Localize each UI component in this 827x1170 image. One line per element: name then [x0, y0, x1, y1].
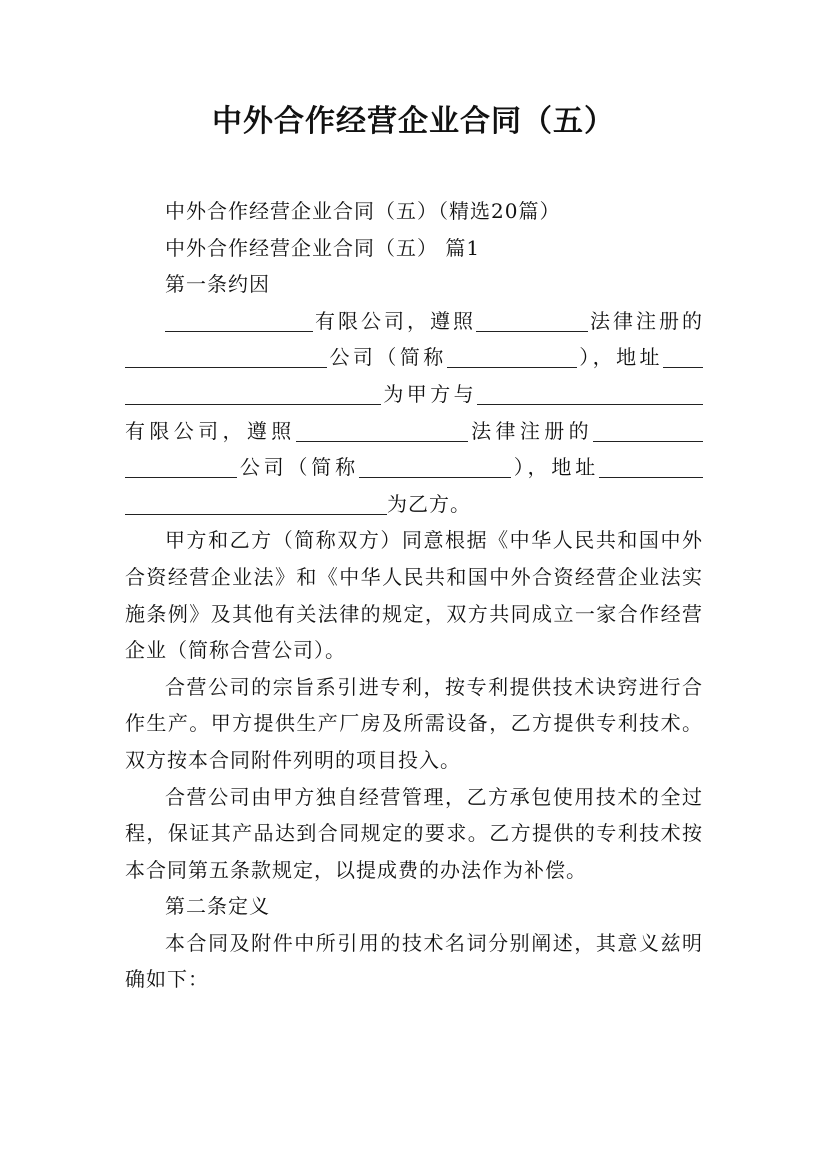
article-1-heading: 第一条约因 — [165, 272, 270, 297]
document-title: 中外合作经营企业合同（五） — [212, 104, 615, 139]
blank-line[interactable] — [125, 382, 381, 405]
parties-text: 公司（简称 — [327, 345, 447, 370]
parties-text: 有限公司，遵照 — [313, 308, 476, 333]
document-body — [125, 193, 703, 998]
blank-line[interactable] — [125, 455, 237, 478]
management-paragraph: 合营公司由甲方独自经营管理，乙方承包使用技术的全过程，保证其产品达到合同规定的要求。乙方提供的专利技术按本合同第五条款规定，以提成费的办法作为补偿。 — [125, 784, 703, 882]
parties-text: ），地址 — [576, 345, 664, 370]
purpose-paragraph: 合营公司的宗旨系引进专利，按专利提供技术诀窍进行合作生产。甲方提供生产厂房及所需设备，乙方提供专利技术。双方按本合同附件列明的项目投入。 — [125, 674, 703, 772]
parties-text: 为乙方。 — [387, 491, 471, 516]
blank-line[interactable] — [359, 455, 511, 478]
blank-line[interactable] — [296, 419, 468, 442]
blank-line[interactable] — [477, 382, 703, 405]
blank-line[interactable] — [663, 345, 703, 368]
section-title: 中外合作经营企业合同（五） 篇1 — [165, 235, 481, 260]
parties-text: 公司（简称 — [237, 455, 359, 480]
blank-line[interactable] — [447, 345, 577, 368]
definitions-paragraph: 本合同及附件中所引用的技术名词分别阐述，其意义兹明确如下： — [125, 930, 703, 992]
blank-line[interactable] — [476, 309, 588, 332]
article-2-heading: 第二条定义 — [165, 894, 270, 919]
parties-text: 有限公司，遵照 — [125, 418, 296, 443]
subtitle: 中外合作经营企业合同（五）（精选20篇） — [165, 199, 561, 223]
blank-line[interactable] — [125, 345, 327, 368]
blank-line[interactable] — [165, 309, 313, 332]
parties-paragraph — [125, 303, 703, 523]
parties-text: 法律注册的 — [588, 308, 703, 333]
parties-text: 为甲方与 — [381, 381, 477, 406]
parties-text: 法律注册的 — [467, 418, 594, 443]
parties-text: ），地址 — [510, 455, 600, 480]
blank-line[interactable] — [593, 419, 703, 442]
blank-line[interactable] — [599, 455, 703, 478]
agreement-paragraph: 甲方和乙方（简称双方）同意根据《中华人民共和国中外合资经营企业法》和《中华人民共和国中外合资经营企业法实施条例》及其他有关法律的规定，双方共同成立一家合作经营企业（简称合营公司）。 — [125, 528, 703, 663]
blank-line[interactable] — [125, 492, 387, 515]
